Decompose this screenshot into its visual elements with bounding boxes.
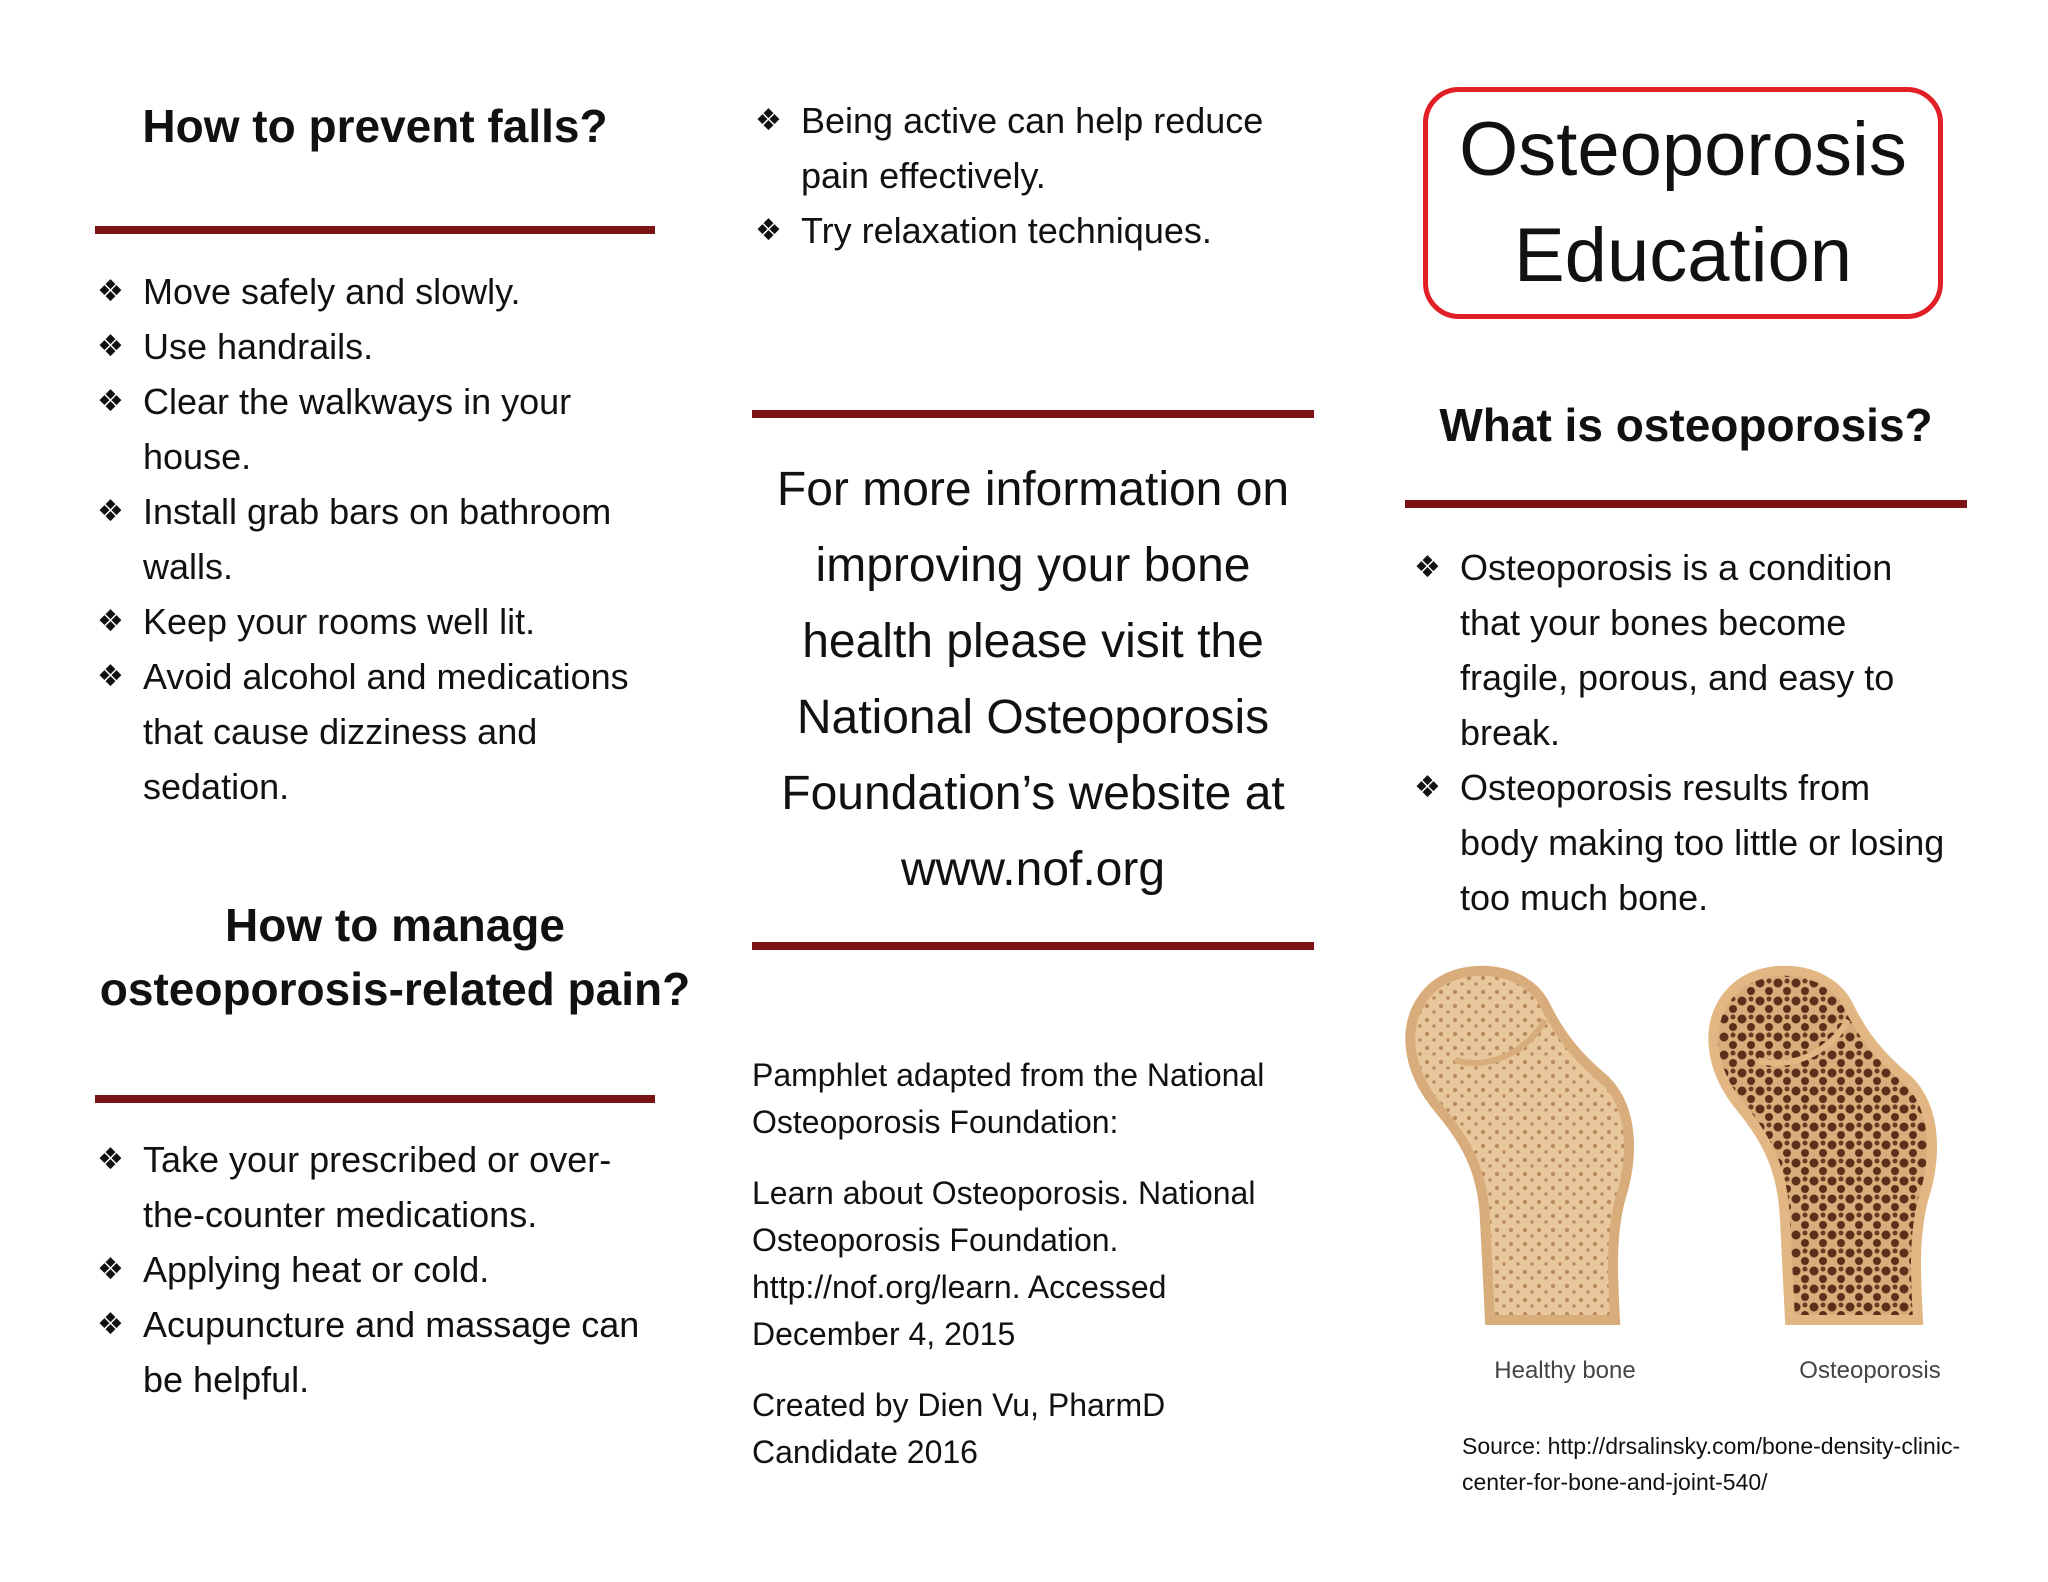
title-line2: Education xyxy=(1513,213,1853,298)
falls-heading: How to prevent falls? xyxy=(142,100,608,152)
list-item: ❖ Keep your rooms well lit. xyxy=(97,594,657,649)
falls-list xyxy=(97,264,657,814)
title-box xyxy=(1423,87,1943,319)
list-item: ❖ Clear the walkways in your house. xyxy=(97,374,657,484)
healthy-bone-image xyxy=(1410,971,1629,1320)
image-source-text: Source: http://drsalinsky.com/bone-density-clinic-center-for-bone-and-joint-540/ xyxy=(1462,1433,1961,1495)
what-heading: What is osteoporosis? xyxy=(1439,399,1933,451)
list-item: ❖ Osteoporosis is a condition that your bones become fragile, porous, and easy to break. xyxy=(1414,540,1954,760)
created-by-text: Created by Dien Vu, PharmD Candidate 2016 xyxy=(752,1387,1166,1470)
citation-text: Learn about Osteoporosis. National Osteoporosis Foundation. http://nof.org/learn. Accessed December 4, 2015 xyxy=(752,1175,1256,1352)
info-bottom-divider xyxy=(752,942,1314,950)
falls-divider xyxy=(95,226,655,234)
list-item: ❖ Acupuncture and massage can be helpful. xyxy=(97,1297,667,1407)
list-item: ❖ Move safely and slowly. xyxy=(97,264,657,319)
list-item: ❖ Applying heat or cold. xyxy=(97,1242,667,1297)
what-divider xyxy=(1405,500,1967,508)
list-item: ❖ Being active can help reduce pain effectively. xyxy=(755,93,1315,203)
pain-list-continued xyxy=(755,93,1315,258)
info-top-divider xyxy=(752,410,1314,418)
title-line1: Osteoporosis xyxy=(1459,107,1907,192)
pain-heading-line1: How to manage xyxy=(225,899,565,951)
bone-comparison-illustration xyxy=(1395,960,1985,1390)
pain-heading xyxy=(85,893,705,1021)
osteoporosis-label: Osteoporosis xyxy=(1799,1357,1941,1384)
what-list xyxy=(1414,540,1954,925)
healthy-bone-label: Healthy bone xyxy=(1494,1357,1636,1384)
list-item: ❖ Osteoporosis results from body making too little or losing too much bone. xyxy=(1414,760,1954,925)
pain-divider xyxy=(95,1095,655,1103)
pain-heading-line2: osteoporosis-related pain? xyxy=(99,963,691,1015)
osteoporosis-bone-image xyxy=(1713,971,1932,1320)
adapted-from-text: Pamphlet adapted from the National Osteoporosis Foundation: xyxy=(752,1057,1265,1140)
pain-list xyxy=(97,1132,667,1407)
more-info-text: For more information on improving your bone health please visit the National Osteoporosis Foundation’s website at www.nof.org xyxy=(776,463,1290,896)
list-item: ❖ Install grab bars on bathroom walls. xyxy=(97,484,657,594)
list-item: ❖ Use handrails. xyxy=(97,319,657,374)
list-item: ❖ Take your prescribed or over-the-counter medications. xyxy=(97,1132,667,1242)
list-item: ❖ Avoid alcohol and medications that cause dizziness and sedation. xyxy=(97,649,657,814)
list-item: ❖ Try relaxation techniques. xyxy=(755,203,1315,258)
